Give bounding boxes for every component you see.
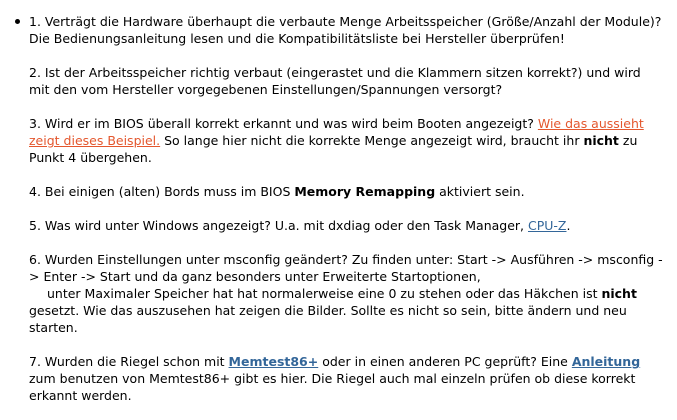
step-4-text <box>29 183 665 200</box>
step-6-text <box>29 251 665 336</box>
checklist-item <box>15 13 665 404</box>
step-7-outro: zum benutzen von Memtest86+ gibt es hier. Die Riegel auch mal einzeln prüfen ob diese korrekt erkannt werden. <box>29 371 636 403</box>
step-6-line-2-start: unter Maximaler Speicher hat hat normalerweise eine 0 zu stehen oder das Häkchen ist <box>47 286 602 301</box>
step-4-intro: 4. Bei einigen (alten) Bords muss im BIOS <box>29 184 295 199</box>
cpu-z-link[interactable]: CPU-Z <box>527 218 567 233</box>
checklist <box>15 13 665 404</box>
step-6-line-1: 6. Wurden Einstellungen unter msconfig geändert? Zu finden unter: Start -> Ausführen -> msconfig -> Enter -> Start und da ganz besonders unter Erweiterte Startoptionen, <box>29 252 663 284</box>
step-3-outro: zu Punkt 4 übergehen. <box>29 133 638 165</box>
memtest-link[interactable]: Memtest86+ <box>228 354 319 369</box>
step-5-outro: . <box>566 218 571 233</box>
bios-example-link[interactable]: Wie das aussieht zeigt dieses Beispiel. <box>29 116 644 148</box>
step-7-middle: oder in einen anderen PC geprüft? Eine <box>318 354 572 369</box>
step-3-emphasis: nicht <box>583 133 619 148</box>
step-6-line-2 <box>29 285 665 302</box>
step-1-content: 1. Verträgt die Hardware überhaupt die verbaute Menge Arbeitsspeicher (Größe/Anzahl der Module)? Die Bedienungsanleitung lesen und die Kompatibilitätsliste bei Hersteller überprüfen! <box>29 14 662 46</box>
step-3-text <box>29 115 665 166</box>
step-2-text <box>29 64 665 98</box>
step-7-text <box>29 353 665 404</box>
memory-remapping-term: Memory Remapping <box>294 184 436 199</box>
step-1-text <box>29 13 665 47</box>
step-6-emphasis: nicht <box>601 286 637 301</box>
step-5-intro: 5. Was wird unter Windows angezeigt? U.a. mit dxdiag oder den Task Manager, <box>29 218 528 233</box>
step-7-intro: 7. Wurden die Riegel schon mit <box>29 354 229 369</box>
step-3-intro: 3. Wird er im BIOS überall korrekt erkannt und was wird beim Booten angezeigt? <box>29 116 538 131</box>
step-4-outro: aktiviert sein. <box>435 184 525 199</box>
bullet-icon <box>15 19 20 24</box>
step-6-outro: gesetzt. Wie das auszusehen hat zeigen die Bilder. Sollte es nicht so sein, bitte ändern und neu starten. <box>29 303 627 335</box>
anleitung-link[interactable]: Anleitung <box>571 354 641 369</box>
step-2-content: 2. Ist der Arbeitsspeicher richtig verbaut (eingerastet und die Klammern sitzen korrekt?) und wird mit den vom Hersteller vorgegebenen Einstellungen/Spannungen versorgt? <box>29 65 641 97</box>
step-5-text <box>29 217 665 234</box>
step-3-middle: So lange hier nicht die korrekte Menge angezeigt wird, braucht ihr <box>160 133 584 148</box>
